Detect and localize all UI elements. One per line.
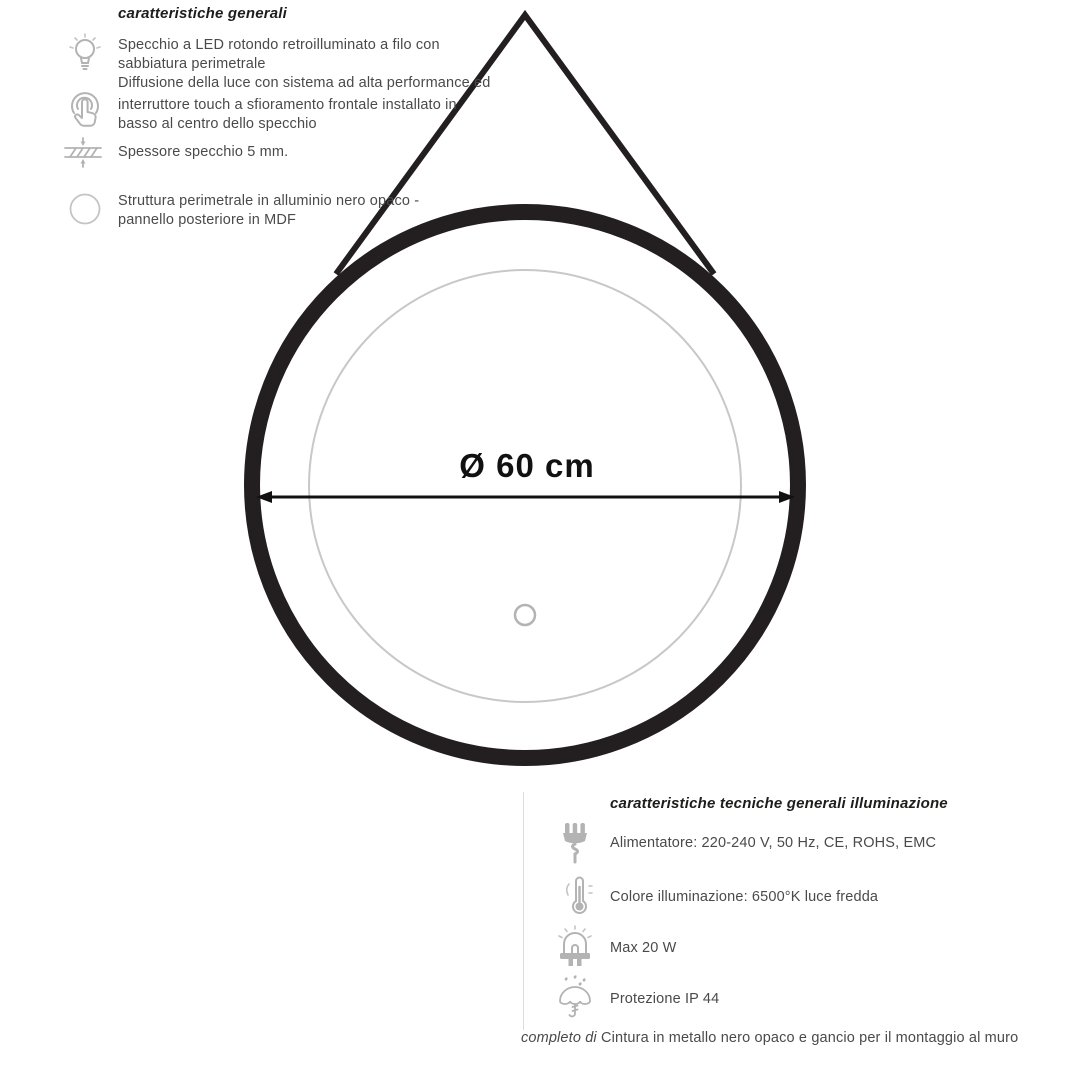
lightbulb-icon: [62, 32, 108, 78]
diameter-label: Ø 60 cm: [459, 447, 595, 484]
spec-text: Max 20 W: [610, 940, 677, 956]
footer-note: [521, 1030, 1018, 1046]
diameter-arrow: [256, 491, 795, 503]
left-section-header: caratteristiche generali: [118, 5, 288, 22]
footer-note-prefix: completo di: [521, 1030, 597, 1046]
led-lamp-icon: [552, 924, 598, 970]
feature-text: interruttore touch a sfioramento frontale installato in basso al centro dello specchio: [118, 97, 457, 132]
feature-text: Struttura perimetrale in alluminio nero opaco - pannello posteriore in MDF: [118, 193, 420, 228]
thermometer-icon: [552, 872, 598, 918]
spec-text: Colore illuminazione: 6500°K luce fredda: [610, 889, 879, 905]
power-plug-icon: [552, 820, 598, 866]
umbrella-rain-icon: [552, 974, 598, 1020]
lighting-specs-section: [524, 790, 1080, 1040]
general-features-section: [0, 0, 523, 250]
touch-switch-dot: [515, 605, 535, 625]
mirror-thickness-icon: [60, 130, 106, 176]
led-halo-circle: [309, 270, 741, 702]
spec-text: Alimentatore: 220-240 V, 50 Hz, CE, ROHS, EMC: [610, 835, 937, 851]
touch-icon: [62, 86, 108, 132]
frame-circle-icon: [62, 186, 108, 232]
feature-text: Specchio a LED rotondo retroilluminato a filo con sabbiatura perimetrale: [118, 37, 440, 72]
mirror-outer-frame: [252, 212, 798, 758]
feature-text: Spessore specchio 5 mm.: [118, 144, 289, 160]
footer-note-text: Cintura in metallo nero opaco e gancio per il montaggio al muro: [596, 1030, 1019, 1046]
right-section-header: caratteristiche tecniche generali illuminazione: [610, 795, 948, 812]
spec-text: Protezione IP 44: [610, 991, 720, 1007]
feature-text: Diffusione della luce con sistema ad alta performance ed: [118, 75, 491, 91]
